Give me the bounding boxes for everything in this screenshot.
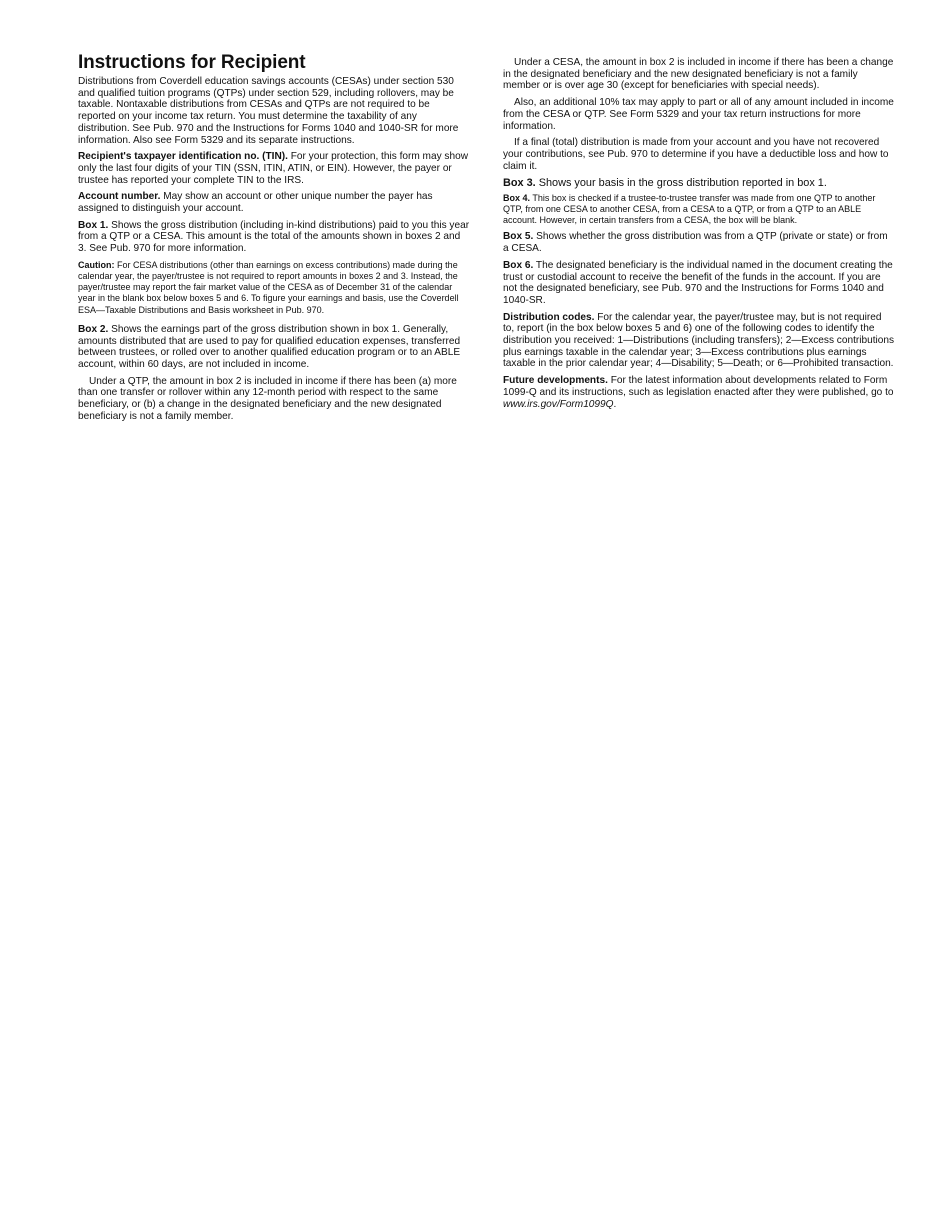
tin-label: Recipient's taxpayer identification no. (TIN). <box>78 151 288 163</box>
box4-text: This box is checked if a trustee-to-trustee transfer was made from one QTP to another QTP, from one CESA to another CESA, from a CESA to a QTP, or from a QTP to an ABLE account. However, in certain transfers from a CESA, the box will be blank. <box>503 192 876 226</box>
intro-text: Distributions from Coverdell education savings accounts (CESAs) under section 530 and qualified tuition programs (QTPs) under section 529, including rollovers, may be taxable. Nontaxable distributions from CESAs and QTPs are not required to be reported on your income tax return. You must determine the taxability of any distribution. See Pub. 970 and the Instructions for Forms 1040 and 1040-SR for more information. Also see Form 5329 and its separate instructions. <box>78 76 459 146</box>
final-distribution-text: If a final (total) distribution is made from your account and you have not recovered your contributions, see Pub. 970 to determine if you have a deductible loss and how to claim it. <box>503 137 889 172</box>
box3-paragraph <box>503 177 895 190</box>
box5-label: Box 5. <box>503 231 534 243</box>
qtp-paragraph <box>78 376 470 423</box>
intro-paragraph <box>78 76 470 146</box>
caution-text: For CESA distributions (other than earnings on excess contributions) made during the calendar year, the payer/trustee is not required to report amounts in boxes 2 and 3. Instead, the payer/trustee may report the fair market value of the CESA as of December 31 of the calendar year in the blank box below boxes 5 and 6. To figure your earnings and basis, use the Coverdell ESA—Taxable Distributions and Basis worksheet in Pub. 970. <box>78 259 459 315</box>
box2-paragraph <box>78 324 470 371</box>
future-developments-end: . <box>613 398 617 410</box>
cesa-text: Under a CESA, the amount in box 2 is included in income if there has been a change in the designated beneficiary and the new designated beneficiary is not a family member or is over age 30 (except for beneficiaries with special needs). <box>503 57 894 92</box>
box5-paragraph <box>503 231 895 254</box>
distribution-codes-text: For the calendar year, the payer/trustee may, but is not required to, report (in the box below boxes 5 and 6) one of the following codes to identify the distribution you received: 1—Distributions (including transfers); 2—Excess contributions plus earnings taxable in the calendar year; 3—Excess contributions plus earnings taxable in the prior calendar year; 4—Disability; 5—Death; or 6—Prohibited transaction. <box>503 311 895 370</box>
tin-paragraph <box>78 151 470 186</box>
box1-label: Box 1. <box>78 219 109 231</box>
left-column <box>78 52 470 427</box>
box3-text: Shows your basis in the gross distribution reported in box 1. <box>538 177 827 190</box>
box4-paragraph <box>503 193 895 227</box>
account-paragraph <box>78 191 470 214</box>
box3-label: Box 3. <box>503 177 536 190</box>
tin-text: For your protection, this form may show only the last four digits of your TIN (SSN, ITIN, ATIN, or EIN). However, the payer or trustee has reported your complete TIN to the IRS. <box>78 151 468 186</box>
qtp-text: Under a QTP, the amount in box 2 is included in income if there has been (a) more than one transfer or rollover within any 12-month period with respect to the same beneficiary, or (b) a change in the designated beneficiary and the new designated beneficiary is not a family member. <box>78 375 457 422</box>
future-developments-label: Future developments. <box>503 375 608 387</box>
box5-text: Shows whether the gross distribution was from a QTP (private or state) or from a CESA. <box>503 231 888 255</box>
distribution-codes-label: Distribution codes. <box>503 311 595 323</box>
account-text: May show an account or other unique number the payer has assigned to distinguish your account. <box>78 191 433 215</box>
box6-paragraph <box>503 260 895 307</box>
box6-label: Box 6. <box>503 259 534 271</box>
box2-label: Box 2. <box>78 323 109 335</box>
additional-tax-text: Also, an additional 10% tax may apply to part or all of any amount included in income from the CESA or QTP. See Form 5329 and your tax return instructions for more information. <box>503 97 894 132</box>
box2-text: Shows the earnings part of the gross distribution shown in box 1. Generally, amounts distributed that are used to pay for qualified education expenses, transferred between trustees, or rolled over to another qualified education program or to an ABLE account, within 60 days, are not included in income. <box>78 323 461 370</box>
future-developments-paragraph <box>503 375 895 410</box>
account-label: Account number. <box>78 191 161 203</box>
final-distribution-paragraph <box>503 137 895 172</box>
caution-paragraph <box>78 260 470 316</box>
right-column <box>503 52 895 415</box>
page-title: Instructions for Recipient <box>78 52 306 73</box>
box4-label: Box 4. <box>503 192 531 203</box>
box1-text: Shows the gross distribution (including in-kind distributions) paid to you this year from a QTP or a CESA. This amount is the total of the amounts shown in boxes 2 and 3. See Pub. 970 for more information. <box>78 219 470 255</box>
future-developments-text: For the latest information about developments related to Form 1099-Q and its instructions, such as legislation enacted after they were published, go to <box>503 375 894 398</box>
box6-text: The designated beneficiary is the individual named in the document creating the trust or custodial account to receive the benefit of the funds in the account. If you are not the designated beneficiary, see Pub. 970 and the Instructions for Forms 1040 and 1040-SR. <box>503 259 893 306</box>
cesa-paragraph <box>503 57 895 92</box>
additional-tax-paragraph <box>503 97 895 132</box>
caution-label: Caution: <box>78 259 115 270</box>
irs-form-link[interactable]: www.irs.gov/Form1099Q <box>503 398 614 410</box>
box1-paragraph <box>78 220 470 255</box>
distribution-codes-paragraph <box>503 312 895 371</box>
